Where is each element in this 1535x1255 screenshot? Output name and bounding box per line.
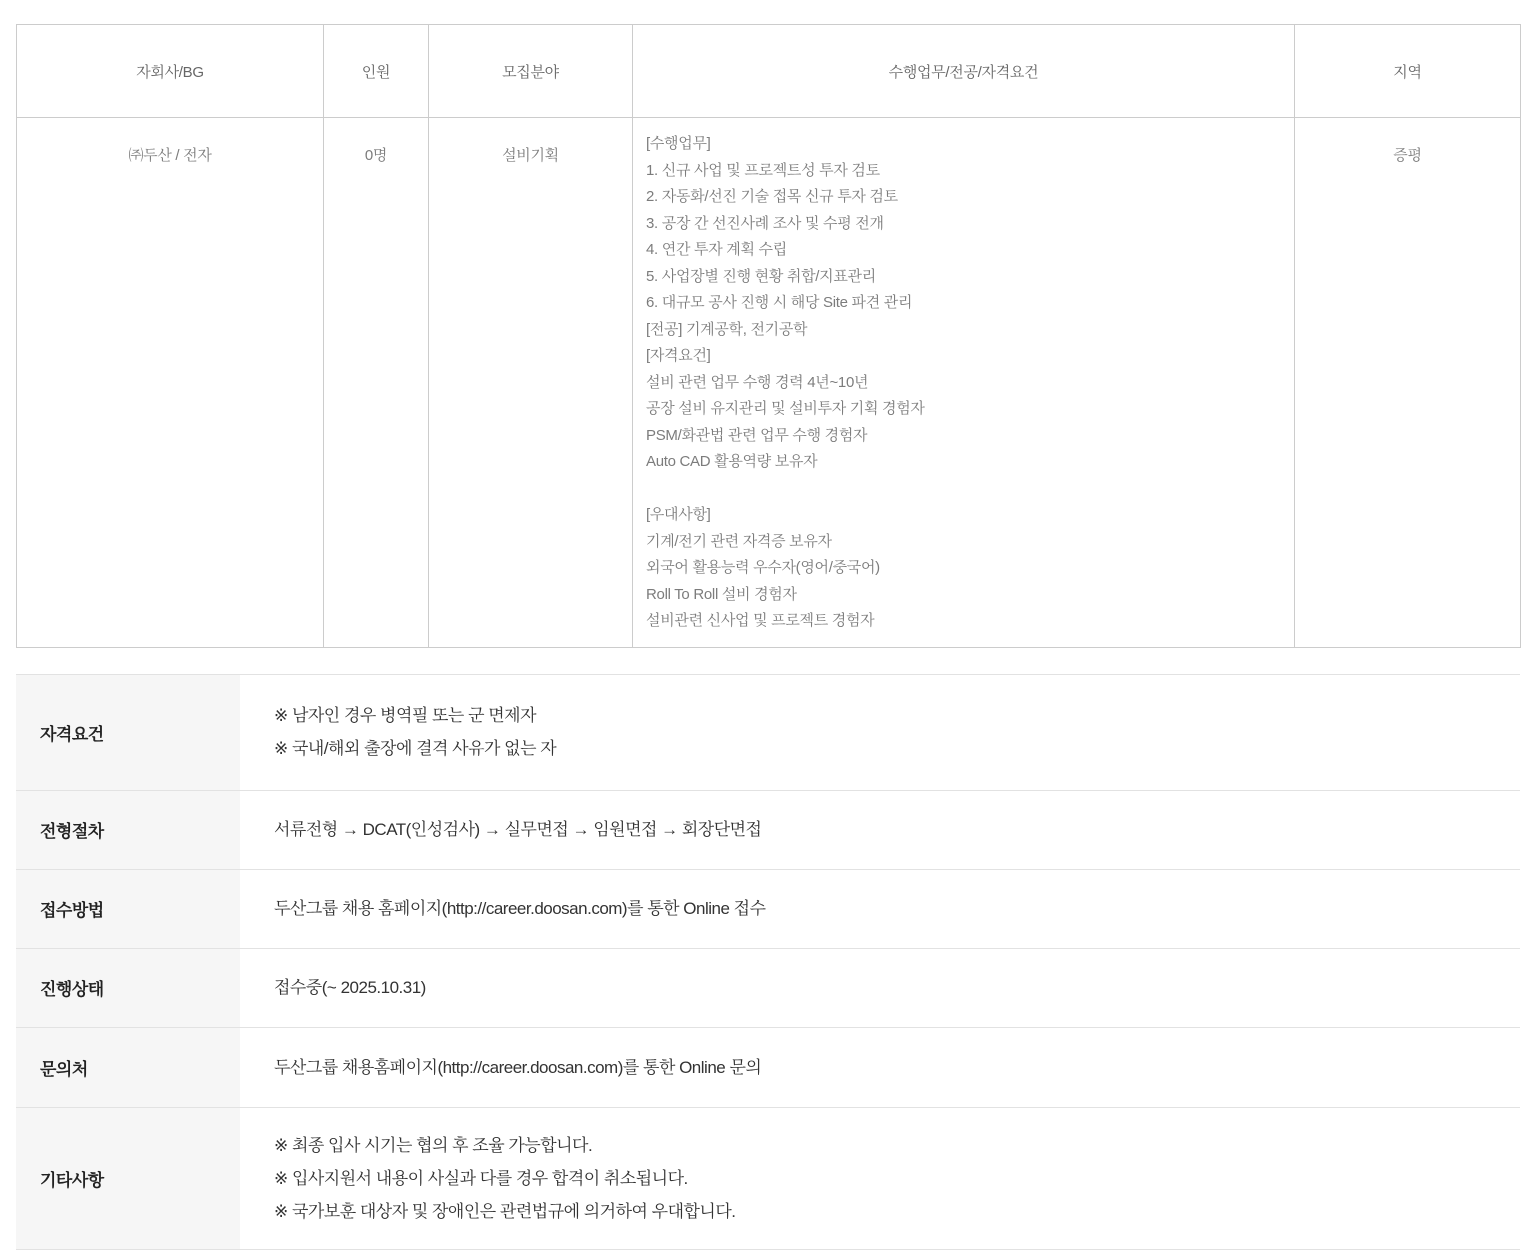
info-content xyxy=(240,1028,1520,1107)
header-details: 수행업무/전공/자격요건 xyxy=(633,25,1295,118)
cell-company: ㈜두산 / 전자 xyxy=(17,118,324,648)
table-row xyxy=(17,118,1521,648)
info-line: 서류전형 → DCAT(인성검사) → 실무면접 → 임원면접 → 회장단면접 xyxy=(274,820,762,839)
cell-headcount: 0명 xyxy=(324,118,429,648)
detail-line: Roll To Roll 설비 경험자 xyxy=(646,585,797,603)
info-label: 기타사항 xyxy=(16,1108,240,1249)
info-line: ※ 최종 입사 시기는 협의 후 조율 가능합니다. xyxy=(274,1135,593,1155)
detail-line: [수행업무] xyxy=(646,135,711,152)
header-region: 지역 xyxy=(1295,25,1521,118)
detail-line: Auto CAD 활용역량 보유자 xyxy=(646,453,818,470)
detail-line: [자격요건] xyxy=(646,347,711,364)
detail-line: 2. 자동화/선진 기술 접목 신규 투자 검토 xyxy=(646,188,898,205)
info-row-qualifications xyxy=(16,674,1520,790)
detail-line: 6. 대규모 공사 진행 시 해당 Site 파견 관리 xyxy=(646,294,913,311)
detail-line: 4. 연간 투자 계획 수립 xyxy=(646,241,787,258)
info-content xyxy=(240,1108,1520,1249)
detail-line: 공장 설비 유지관리 및 설비투자 기획 경험자 xyxy=(646,400,925,417)
info-line: ※ 국내/해외 출장에 결격 사유가 없는 자 xyxy=(274,739,557,758)
info-line: ※ 입사지원서 내용이 사실과 다를 경우 합격이 취소됩니다. xyxy=(274,1168,688,1188)
info-line: ※ 국가보훈 대상자 및 장애인은 관련법규에 의거하여 우대합니다. xyxy=(274,1201,736,1221)
info-label: 자격요건 xyxy=(16,675,240,790)
detail-line: [전공] 기계공학, 전기공학 xyxy=(646,320,808,338)
detail-line: 기계/전기 관련 자격증 보유자 xyxy=(646,532,832,550)
info-row-status xyxy=(16,948,1520,1027)
info-content xyxy=(240,791,1520,869)
detail-line: PSM/화관법 관련 업무 수행 경험자 xyxy=(646,426,868,444)
application-info-list xyxy=(16,674,1520,1250)
info-label: 전형절차 xyxy=(16,791,240,869)
info-content xyxy=(240,949,1520,1027)
info-line: 두산그룹 채용 홈페이지(http://career.doosan.com)를 통한 Online 접수 xyxy=(274,899,766,918)
info-row-other xyxy=(16,1107,1520,1249)
cell-details xyxy=(633,118,1295,648)
info-line: 접수중(~ 2025.10.31) xyxy=(274,978,426,997)
detail-line: 1. 신규 사업 및 프로젝트성 투자 검토 xyxy=(646,161,880,179)
info-row-process xyxy=(16,790,1520,869)
info-line: ※ 남자인 경우 병역필 또는 군 면제자 xyxy=(274,706,536,725)
detail-line: 5. 사업장별 진행 현황 취합/지표관리 xyxy=(646,267,876,285)
cell-region: 증평 xyxy=(1295,118,1521,648)
info-label: 문의처 xyxy=(16,1028,240,1107)
detail-line-blank xyxy=(646,476,1282,503)
info-label: 진행상태 xyxy=(16,949,240,1027)
detail-line: 설비관련 신사업 및 프로젝트 경험자 xyxy=(646,612,875,629)
info-content xyxy=(240,870,1520,948)
header-company: 자회사/BG xyxy=(17,25,324,118)
detail-line: [우대사항] xyxy=(646,506,711,523)
detail-line: 외국어 활용능력 우수자(영어/중국어) xyxy=(646,559,880,576)
detail-line: 3. 공장 간 선진사례 조사 및 수평 전개 xyxy=(646,214,884,232)
table-header-row xyxy=(17,25,1521,118)
cell-field: 설비기획 xyxy=(429,118,633,648)
detail-line: 설비 관련 업무 수행 경력 4년~10년 xyxy=(646,373,869,391)
header-field: 모집분야 xyxy=(429,25,633,118)
job-posting-table xyxy=(16,24,1521,648)
info-label: 접수방법 xyxy=(16,870,240,948)
header-headcount: 인원 xyxy=(324,25,429,118)
info-content xyxy=(240,675,1520,790)
info-row-how-to-apply xyxy=(16,869,1520,948)
info-line: 두산그룹 채용홈페이지(http://career.doosan.com)를 통한 Online 문의 xyxy=(274,1057,762,1077)
info-row-contact xyxy=(16,1027,1520,1107)
